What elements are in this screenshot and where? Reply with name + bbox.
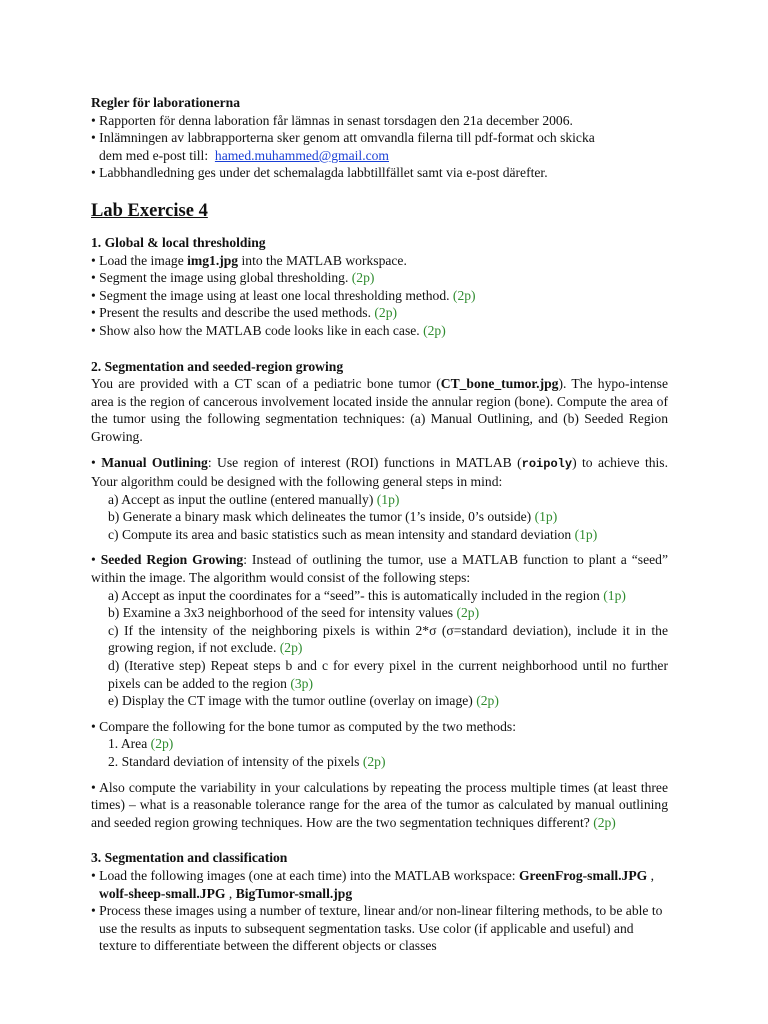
email-link[interactable]: hamed.muhammed@gmail.com bbox=[214, 147, 389, 163]
s3-bullet-1: • Load the following images (one at each time) into the MATLAB workspace: GreenFrog-small.JPG , wolf-sheep-small.JPG , BigTumor-small.jpg bbox=[91, 867, 654, 901]
s1-bullet-5: • Show also how the MATLAB code looks like in each case. (2p) bbox=[91, 322, 446, 338]
compare-item-2: 2. Standard deviation of intensity of the pixels (2p) bbox=[108, 754, 386, 769]
section-1-heading: 1. Global & local thresholding bbox=[91, 234, 266, 250]
s1-bullet-1: • Load the image img1.jpg into the MATLAB workspace. bbox=[91, 252, 407, 268]
points-badge: (2p) bbox=[150, 736, 174, 752]
srg-step-b: b) Examine a 3x3 neighborhood of the seed for intensity values (2p) bbox=[108, 605, 480, 621]
points-badge: (2p) bbox=[374, 305, 398, 321]
rules-bullet-2: • Inlämningen av labbrapporterna sker genom att omvandla filerna till pdf-format och skicka bbox=[91, 130, 595, 146]
s1-bullet-3: • Segment the image using at least one local thresholding method. (2p) bbox=[91, 287, 476, 303]
s3-file-2: wolf-sheep-small.JPG bbox=[99, 885, 226, 901]
srg-step-d: d) (Iterative step) Repeat steps b and c for every pixel in the current neighborhood until no further pixels can be added to the region (3p) bbox=[108, 658, 668, 691]
rules-bullet-3: • Labbhandledning ges under det schemalagda labbtillfället samt via e-post därefter. bbox=[91, 165, 548, 181]
points-badge: (1p) bbox=[376, 491, 400, 507]
srg-step-a: a) Accept as input the coordinates for a “seed”- this is automatically included in the region (1p) bbox=[108, 587, 626, 603]
section-3-heading: 3. Segmentation and classification bbox=[91, 850, 288, 866]
points-badge: (1p) bbox=[534, 509, 558, 525]
lab-title: Lab Exercise 4 bbox=[91, 200, 208, 221]
variability-para: • Also compute the variability in your calculations by repeating the process multiple times (at least three times) – what is a reasonable tolerance range for the area of the tumor as calculated by manual outlining and seeded region growing techniques. How are the two segmentation techniques different? (2p) bbox=[91, 779, 668, 830]
s1-bullet-4: • Present the results and describe the used methods. (2p) bbox=[91, 305, 398, 321]
srg-step-c: c) If the intensity of the neighboring pixels is within 2*σ (σ=standard deviation), include it in the growing region, if not exclude. (2p) bbox=[108, 622, 668, 656]
s1-bullet-2: • Segment the image using global thresholding. (2p) bbox=[91, 270, 375, 286]
manual-outlining-para: • Manual Outlining: Use region of interest (ROI) functions in MATLAB (roipoly) to achieve this. Your algorithm could be designed with the following general steps in mind: bbox=[91, 454, 668, 490]
s3-file-1: GreenFrog-small.JPG bbox=[518, 867, 648, 883]
section-2-heading: 2. Segmentation and seeded-region growing bbox=[91, 358, 344, 374]
points-badge: (2p) bbox=[351, 270, 375, 286]
points-badge: (2p) bbox=[423, 322, 446, 338]
srg-step-e: e) Display the CT image with the tumor outline (overlay on image) (2p) bbox=[108, 693, 499, 709]
points-badge: (1p) bbox=[574, 526, 598, 542]
code-roipoly: roipoly bbox=[521, 456, 573, 471]
compare-para: • Compare the following for the bone tumor as computed by the two methods: bbox=[91, 718, 516, 734]
s1-file-name: img1.jpg bbox=[187, 252, 239, 268]
points-badge: (2p) bbox=[593, 814, 616, 830]
points-badge: (2p) bbox=[456, 605, 480, 621]
points-badge: (2p) bbox=[452, 287, 476, 303]
srg-para: • Seeded Region Growing: Instead of outlining the tumor, use a MATLAB function to plant a “seed” within the image. The algorithm would consist of the following steps: bbox=[91, 552, 668, 586]
points-badge: (2p) bbox=[362, 754, 386, 769]
points-badge: (1p) bbox=[603, 587, 626, 603]
s3-bullet-2: • Process these images using a number of texture, linear and/or non-linear filtering methods, to be able to use the results as inputs to subsequent segmentation tasks. Use color (if applicable and useful) and texture to differentiate between the different objects or classes bbox=[91, 903, 663, 954]
points-badge: (2p) bbox=[279, 640, 303, 656]
points-badge: (2p) bbox=[476, 693, 499, 709]
rules-bullet-2-cont: dem med e-post till: hamed.muhammed@gmail.com bbox=[99, 147, 389, 163]
mo-step-a: a) Accept as input the outline (entered manually) (1p) bbox=[108, 491, 400, 507]
rules-heading: Regler för laborationerna bbox=[91, 95, 241, 110]
rules-bullet-1: • Rapporten för denna laboration får lämnas in senast torsdagen den 21a december 2006. bbox=[91, 112, 573, 128]
compare-item-1: 1. Area (2p) bbox=[108, 736, 174, 752]
s2-file-name: CT_bone_tumor.jpg bbox=[440, 376, 559, 392]
mo-step-c: c) Compute its area and basic statistics such as mean intensity and standard deviation (1p) bbox=[108, 526, 598, 542]
document-page bbox=[91, 94, 668, 955]
points-badge: (3p) bbox=[290, 675, 313, 691]
mo-step-b: b) Generate a binary mask which delineates the tumor (1’s inside, 0’s outside) (1p) bbox=[108, 509, 558, 525]
s2-intro: You are provided with a CT scan of a pediatric bone tumor (CT_bone_tumor.jpg). The hypo-intense area is the region of cancerous involvement located inside the annular region (bone). Compute the area of the tumor using the following segmentation techniques: (a) Manual Outlining, and (b) Seeded Region Growing. bbox=[91, 376, 668, 444]
s3-file-3: BigTumor-small.jpg bbox=[235, 885, 353, 901]
